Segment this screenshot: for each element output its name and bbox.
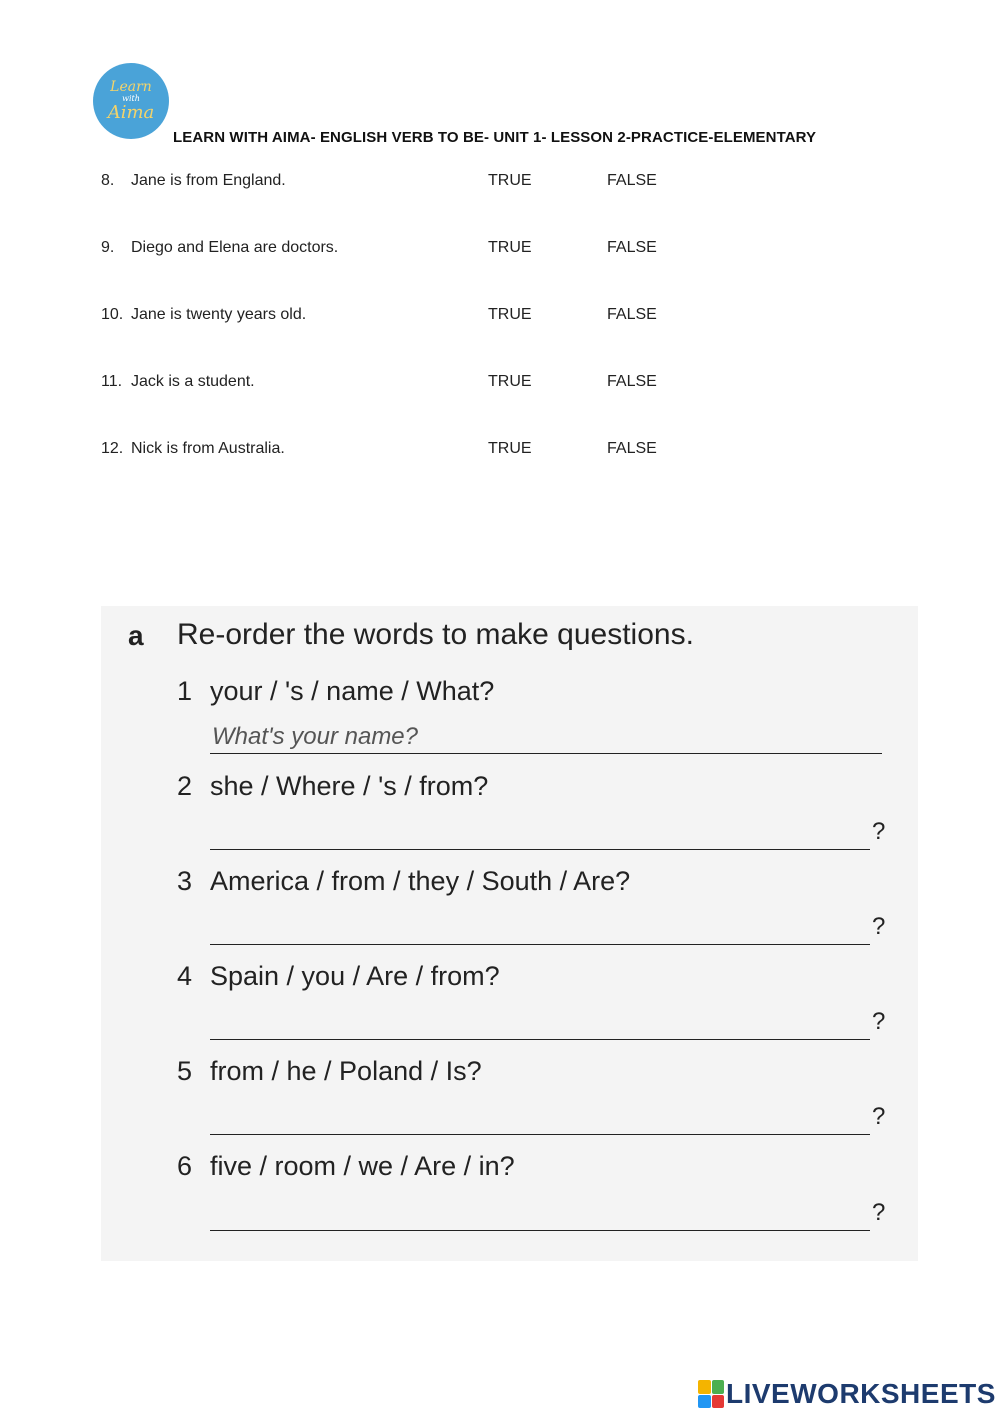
question-number: 1: [177, 676, 193, 706]
question-prompt: five / room / we / Are / in?: [210, 1151, 515, 1181]
question-number: 4: [177, 961, 193, 991]
logo-line-1: Learn: [110, 79, 152, 95]
tf-statement: Jane is from England.: [131, 172, 286, 189]
tf-statement: Jane is twenty years old.: [131, 306, 307, 323]
false-option[interactable]: FALSE: [607, 239, 657, 256]
question-mark: ?: [872, 1008, 886, 1035]
true-option[interactable]: TRUE: [488, 239, 532, 256]
liveworksheets-logo-icon: [698, 1380, 724, 1408]
tf-number: 11.: [101, 373, 123, 390]
question-number: 2: [177, 771, 193, 801]
false-option[interactable]: FALSE: [607, 306, 657, 323]
tf-item: [101, 306, 701, 328]
true-option[interactable]: TRUE: [488, 373, 532, 390]
tf-item: [101, 373, 701, 395]
page-title: LEARN WITH AIMA- ENGLISH VERB TO BE- UNIT 1- LESSON 2-PRACTICE-ELEMENTARY: [173, 129, 817, 146]
tf-item: [101, 172, 701, 194]
logo: [93, 63, 169, 139]
answer-input[interactable]: [210, 1101, 870, 1135]
tf-number: 9.: [101, 239, 115, 256]
exercise-instruction: Re-order the words to make questions.: [177, 618, 694, 651]
answer-input[interactable]: [210, 1197, 870, 1231]
brand-text: LIVEWORKSHEETS: [726, 1378, 996, 1409]
question-prompt: she / Where / 's / from?: [210, 771, 489, 801]
answer-input[interactable]: [210, 720, 882, 754]
false-option[interactable]: FALSE: [607, 440, 657, 457]
question-mark: ?: [872, 913, 886, 940]
tf-number: 8.: [101, 172, 115, 189]
question-prompt: your / 's / name / What?: [210, 676, 495, 706]
question-number: 6: [177, 1151, 193, 1181]
liveworksheets-brand: [698, 1378, 996, 1410]
answer-input[interactable]: [210, 911, 870, 945]
question-number: 3: [177, 866, 193, 896]
logo-line-3: Aima: [107, 102, 155, 123]
true-option[interactable]: TRUE: [488, 440, 532, 457]
question-mark: ?: [872, 1199, 886, 1226]
question-mark: ?: [872, 818, 886, 845]
question-prompt: America / from / they / South / Are?: [210, 866, 631, 896]
tf-statement: Jack is a student.: [131, 373, 255, 390]
false-option[interactable]: FALSE: [607, 172, 657, 189]
tf-number: 12.: [101, 440, 124, 457]
logo-line-2: with: [122, 94, 140, 103]
question-number: 5: [177, 1056, 193, 1086]
question-prompt: Spain / you / Are / from?: [210, 961, 500, 991]
tf-statement: Diego and Elena are doctors.: [131, 239, 339, 256]
answer-input[interactable]: [210, 816, 870, 850]
answer-input[interactable]: [210, 1006, 870, 1040]
true-option[interactable]: TRUE: [488, 306, 532, 323]
tf-item: [101, 239, 701, 261]
tf-statement: Nick is from Australia.: [131, 440, 285, 457]
question-mark: ?: [872, 1103, 886, 1130]
reorder-exercise: [101, 606, 918, 1261]
question-prompt: from / he / Poland / Is?: [210, 1056, 482, 1086]
tf-item: [101, 440, 701, 462]
false-option[interactable]: FALSE: [607, 373, 657, 390]
exercise-letter: a: [128, 620, 144, 651]
true-option[interactable]: TRUE: [488, 172, 532, 189]
tf-number: 10.: [101, 306, 124, 323]
